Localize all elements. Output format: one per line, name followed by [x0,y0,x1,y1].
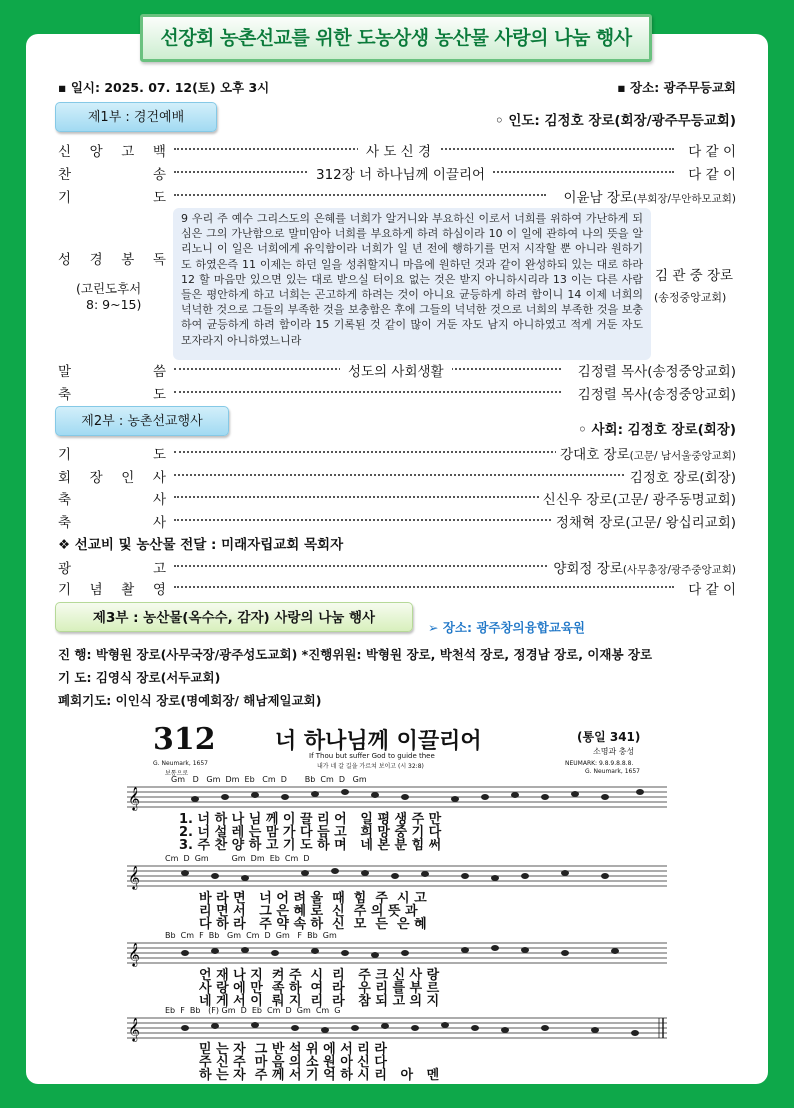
chord-line: Gm D Gm Dm Eb Cm D Bb Cm D Gm [171,775,367,784]
row-label: 말 씀 [58,364,166,380]
part3-closing: 폐회기도: 이인식 장로(명예회장/ 해남제일교회) [58,693,322,708]
event-place: ▪ 장소: 광주무등교회 [617,80,736,95]
hymn-composer-right: G. Neumark, 1657 [585,768,640,775]
part2-badge: 제2부 : 농촌선교행사 [55,406,229,436]
row-right: 김정호 장로(회장) [626,466,736,486]
part3-badge: 제3부 : 농산물(옥수수, 감자) 사랑의 나눔 행사 [55,602,413,632]
svg-text:𝄞: 𝄞 [128,1017,140,1041]
staff [125,939,669,967]
row-label: 기 도 [58,190,166,206]
row-right: 강대호 장로(고문/ 남서울중앙교회) [556,443,736,463]
order-row-photo [58,578,736,598]
row-right: 양회정 장로(사무총장/광주중앙교회) [549,557,736,577]
hymn-scripture: 내가 네 갈 길을 가르쳐 보이고 (시 32:8) [317,763,424,770]
lyrics-block: 언 재 나 지 켜 주 시 리 주 크 신 사 랑 사 랑 에 만 족 하 여 라 우 리 를 부 르 네 게 서 이 뤄 지 리 라 참 되 고 의 지 [199,968,440,1009]
row-center: 사 도 신 경 [358,140,439,160]
order-row-sermon [58,360,736,380]
lyrics-block: 1. 너 하 나 님 께 이 끌 리 어 일 평 생 주 만 2. 너 설 레 는 맘 가 다 듬 고 희 망 중 기 다 3. 주 찬 양 하 고 기 도 하 며 네 본 분 힘 써 [179,812,442,853]
reading-reader: 김 관 중 장로 [655,268,734,284]
hymn-title: 너 하나님께 이끌리어 [275,729,482,754]
order-row-benediction [58,383,736,403]
row-center: 312장 너 하나님께 이끌리어 [308,163,493,183]
svg-text:𝄞: 𝄞 [128,865,140,889]
mission-delivery: ❖ 선교비 및 농산물 전달 : 미래자립교회 목회자 [58,537,344,553]
row-right: 이윤남 장로(부회장/무안하모교회) [559,186,736,206]
chord-line: Cm D Gm Gm Dm Eb Cm D [165,854,310,863]
row-label: 광 고 [58,561,166,577]
row-right: 정채혁 장로(고문/ 왕십리교회) [552,511,736,531]
order-row-prayer [58,186,736,206]
scripture-text: 9 우리 주 예수 그리스도의 은혜를 너희가 알거니와 부요하신 이로서 너희를 위하여 가난하게 되심은 그의 가난함으로 말미암아 너희를 부요하게 하려 하심이라 10 이 일에 관하여 나의 뜻을 알리노니 이 일은 너희에게 유익함이라 너희가 일 년 전에 행하기를 먼저 시작할 뿐 아니라 원하기도 하였은즉 11 이제는 하던 일을 성취할지니 마음에 원하던 것과 같이 완성하되 있는 대로 하라 12 할 마음만 있으면 있는 대로 받으실 터이요 없는 것은 받지 아니하시리라 13 이는 다른 사람들은 평안하게 하고 너희는 곤고하게 하려는 것이 아니요 균등하게 하려 함이니 14 이제 너희의 넉넉한 것으로 그들의 부족한 것을 보충함은 후에 그들의 넉넉한 것으로 너희의 부족한 것을 보충하여 균등하게 하려 함이라 15 기록된 것 같이 많이 거둔 자도 남지 아니하였고 적게 거둔 자도 모자라지 아니하였느니라 [173,208,651,360]
row-label: 찬 송 [58,167,166,183]
row-right: 다 같 이 [684,578,736,598]
order-row-congrats1 [58,488,736,508]
order-row-announce [58,557,736,577]
hymn-sheet-music [125,720,669,1085]
hymn-composer-left: G. Neumark, 1657 [153,760,208,767]
event-datetime: ▪ 일시: 2025. 07. 12(토) 오후 3시 [58,80,270,95]
part3-place: ➢ 장소: 광주창의융합교육원 [428,620,586,635]
reading-reader-church: (송정중앙교회) [654,291,727,304]
part3-progress: 진 행: 박형원 장로(사무국장/광주성도교회) *진행위원: 박형원 장로, 박천석 장로, 정경남 장로, 이재봉 장로 [58,647,653,662]
hymn-number: 312 [153,722,216,757]
row-label: 축 사 [58,492,166,508]
staff [125,862,669,890]
row-label: 기 념 촬 영 [58,582,166,598]
hymn-category: 소명과 충성 [593,747,635,756]
order-row-creed [58,140,736,160]
order-row-congrats2 [58,511,736,531]
lyrics-block: 바 라 면 너 어 려 울 때 힘 주 시 고 리 면 서 그 은 혜 로 신 주 의 뜻 과 다 하 라 주 약 속 하 신 모 든 은 혜 [199,891,427,932]
row-right: 다 같 이 [684,163,736,183]
svg-text:𝄞: 𝄞 [128,786,140,810]
part1-badge: 제1부 : 경건예배 [55,102,217,132]
hymn-tempo: 보통으로 [165,770,189,777]
row-label: 기 도 [58,447,166,463]
lyrics-block: 믿 는 자 그 반 석 위 에 서 리 라 주 신 주 마 음 의 소 원 아 신 다 하 는 자 주 께 서 기 억 하 시 리 아 멘 [199,1042,440,1083]
row-right: 신신우 장로(고문/ 광주동명교회) [539,488,736,508]
reading-ref: (고린도후서 [76,281,142,296]
reading-label: 성 경 봉 독 [58,252,166,268]
row-label: 신 앙 고 백 [58,144,166,160]
hymn-english: If Thou but suffer God to guide thee [309,752,435,760]
part3-prayer: 기 도: 김영식 장로(서두교회) [58,670,221,685]
order-row-greeting [58,466,736,486]
row-center: 성도의 사회생활 [340,360,452,380]
order-row-hymn [58,163,736,183]
row-right: 김정렬 목사(송정중앙교회) [574,360,736,380]
hymn-tong: (통일 341) [577,730,641,744]
row-right: 김정렬 목사(송정중앙교회) [574,383,736,403]
svg-text:𝄞: 𝄞 [128,942,140,966]
row-label: 축 사 [58,515,166,531]
page-title: 선장회 농촌선교를 위한 도농상생 농산물 사랑의 나눔 행사 [140,14,652,62]
part2-host: ◦ 사회: 김정호 장로(회장) [578,422,736,438]
staff [125,1014,669,1042]
part1-leader: ◦ 인도: 김정호 장로(회장/광주무등교회) [494,113,736,129]
row-right: 다 같 이 [684,140,736,160]
row-label: 축 도 [58,387,166,403]
order-row-prayer2 [58,443,736,463]
chord-line: Eb F Bb (F) Gm D Eb Cm D Gm Cm G [165,1006,341,1015]
chord-line: Bb Cm F Bb Gm Cm D Gm F Bb Gm [165,931,337,940]
reading-ref-verse: 8: 9~15) [86,297,142,312]
staff [125,783,669,811]
row-label: 회 장 인 사 [58,470,166,486]
hymn-meter: NEUMARK: 9.8.9.8.8.8. [565,760,634,767]
